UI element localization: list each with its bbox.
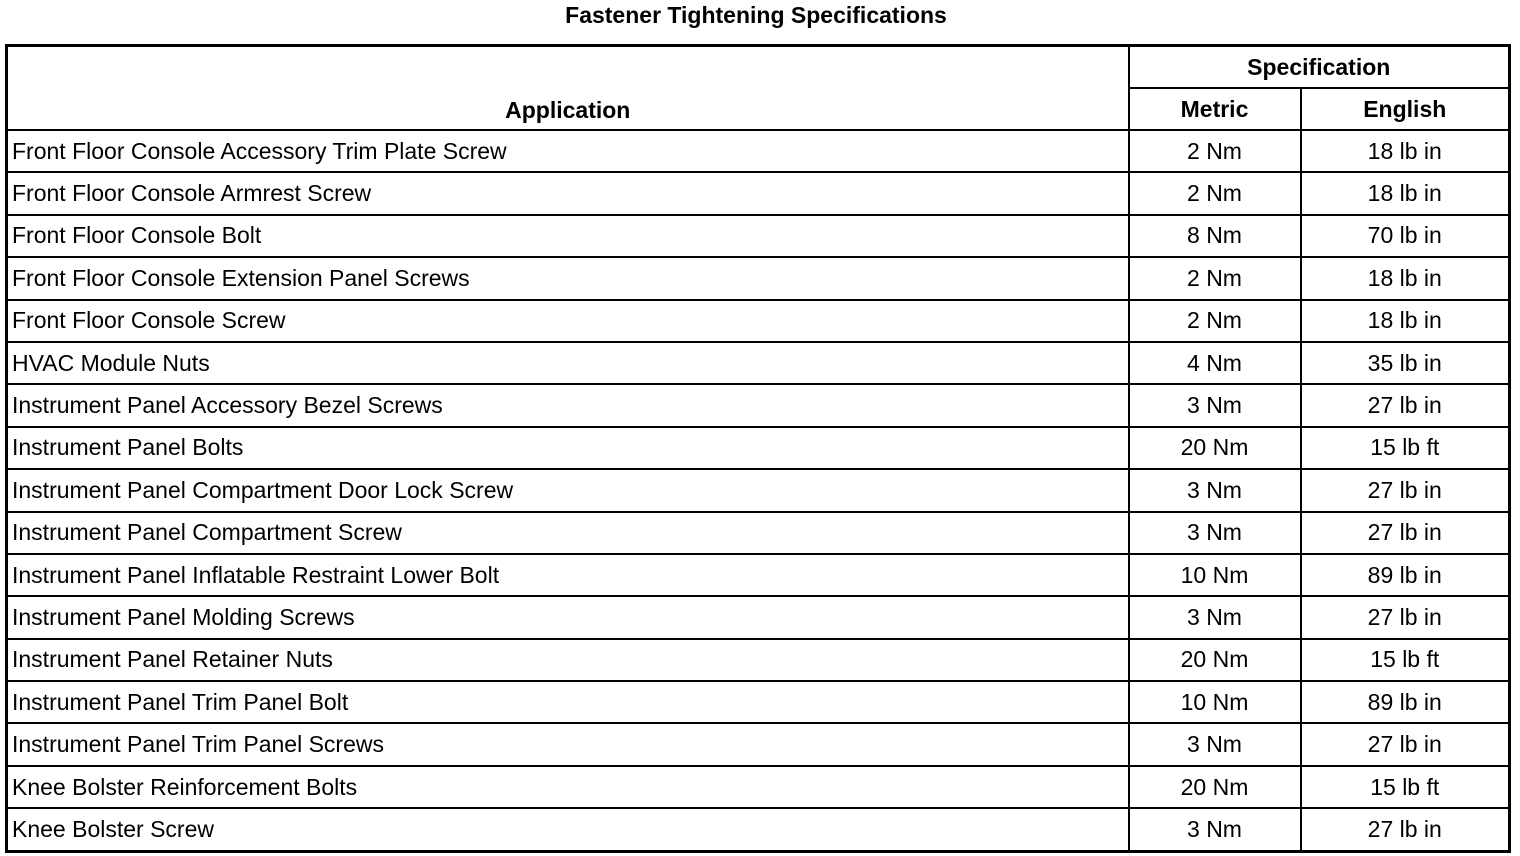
cell-english: 27 lb in (1301, 469, 1510, 511)
table-row (7, 257, 1510, 299)
column-header-metric: Metric (1129, 88, 1301, 130)
cell-metric: 4 Nm (1129, 342, 1301, 384)
cell-metric: 2 Nm (1129, 172, 1301, 214)
table-row (7, 512, 1510, 554)
cell-english: 27 lb in (1301, 512, 1510, 554)
cell-metric: 3 Nm (1129, 384, 1301, 426)
cell-metric: 2 Nm (1129, 257, 1301, 299)
cell-application: Front Floor Console Screw (7, 300, 1129, 342)
cell-application: Instrument Panel Molding Screws (7, 596, 1129, 638)
table-row (7, 215, 1510, 257)
cell-metric: 3 Nm (1129, 808, 1301, 851)
cell-english: 70 lb in (1301, 215, 1510, 257)
document-title: Fastener Tightening Specifications (565, 2, 947, 28)
cell-english: 27 lb in (1301, 596, 1510, 638)
table-row (7, 554, 1510, 596)
cell-metric: 10 Nm (1129, 681, 1301, 723)
cell-application: Front Floor Console Bolt (7, 215, 1129, 257)
cell-metric: 3 Nm (1129, 512, 1301, 554)
column-header-specification: Specification (1129, 46, 1510, 89)
cell-metric: 8 Nm (1129, 215, 1301, 257)
cell-english: 18 lb in (1301, 300, 1510, 342)
cell-english: 35 lb in (1301, 342, 1510, 384)
cell-application: Instrument Panel Compartment Screw (7, 512, 1129, 554)
cell-english: 15 lb ft (1301, 427, 1510, 469)
cell-application: Instrument Panel Bolts (7, 427, 1129, 469)
column-header-application: Application (7, 46, 1129, 131)
cell-metric: 20 Nm (1129, 427, 1301, 469)
table-body (7, 130, 1510, 851)
cell-english: 15 lb ft (1301, 639, 1510, 681)
table-row (7, 681, 1510, 723)
table-row (7, 384, 1510, 426)
cell-metric: 3 Nm (1129, 469, 1301, 511)
cell-english: 89 lb in (1301, 681, 1510, 723)
table-row (7, 766, 1510, 808)
table-row (7, 596, 1510, 638)
cell-application: Front Floor Console Accessory Trim Plate Screw (7, 130, 1129, 172)
table-row (7, 300, 1510, 342)
cell-metric: 3 Nm (1129, 596, 1301, 638)
table-row (7, 342, 1510, 384)
fastener-spec-table (5, 44, 1511, 853)
cell-application: Instrument Panel Retainer Nuts (7, 639, 1129, 681)
cell-english: 27 lb in (1301, 723, 1510, 765)
cell-application: Instrument Panel Trim Panel Screws (7, 723, 1129, 765)
column-header-english: English (1301, 88, 1510, 130)
cell-english: 27 lb in (1301, 384, 1510, 426)
table-row (7, 808, 1510, 851)
cell-metric: 3 Nm (1129, 723, 1301, 765)
cell-application: Instrument Panel Compartment Door Lock Screw (7, 469, 1129, 511)
cell-english: 27 lb in (1301, 808, 1510, 851)
cell-application: Front Floor Console Armrest Screw (7, 172, 1129, 214)
cell-metric: 2 Nm (1129, 130, 1301, 172)
header-row-top (7, 46, 1510, 89)
cell-metric: 20 Nm (1129, 639, 1301, 681)
table-row (7, 469, 1510, 511)
table-row (7, 172, 1510, 214)
cell-application: Instrument Panel Trim Panel Bolt (7, 681, 1129, 723)
cell-application: HVAC Module Nuts (7, 342, 1129, 384)
cell-english: 15 lb ft (1301, 766, 1510, 808)
cell-metric: 2 Nm (1129, 300, 1301, 342)
cell-application: Front Floor Console Extension Panel Screws (7, 257, 1129, 299)
cell-application: Knee Bolster Screw (7, 808, 1129, 851)
cell-english: 18 lb in (1301, 130, 1510, 172)
table-row (7, 723, 1510, 765)
cell-application: Instrument Panel Accessory Bezel Screws (7, 384, 1129, 426)
cell-application: Instrument Panel Inflatable Restraint Lower Bolt (7, 554, 1129, 596)
cell-english: 18 lb in (1301, 257, 1510, 299)
table-row (7, 427, 1510, 469)
cell-english: 18 lb in (1301, 172, 1510, 214)
cell-metric: 10 Nm (1129, 554, 1301, 596)
table-row (7, 639, 1510, 681)
cell-application: Knee Bolster Reinforcement Bolts (7, 766, 1129, 808)
cell-english: 89 lb in (1301, 554, 1510, 596)
table-header (7, 46, 1510, 131)
cell-metric: 20 Nm (1129, 766, 1301, 808)
table-row (7, 130, 1510, 172)
